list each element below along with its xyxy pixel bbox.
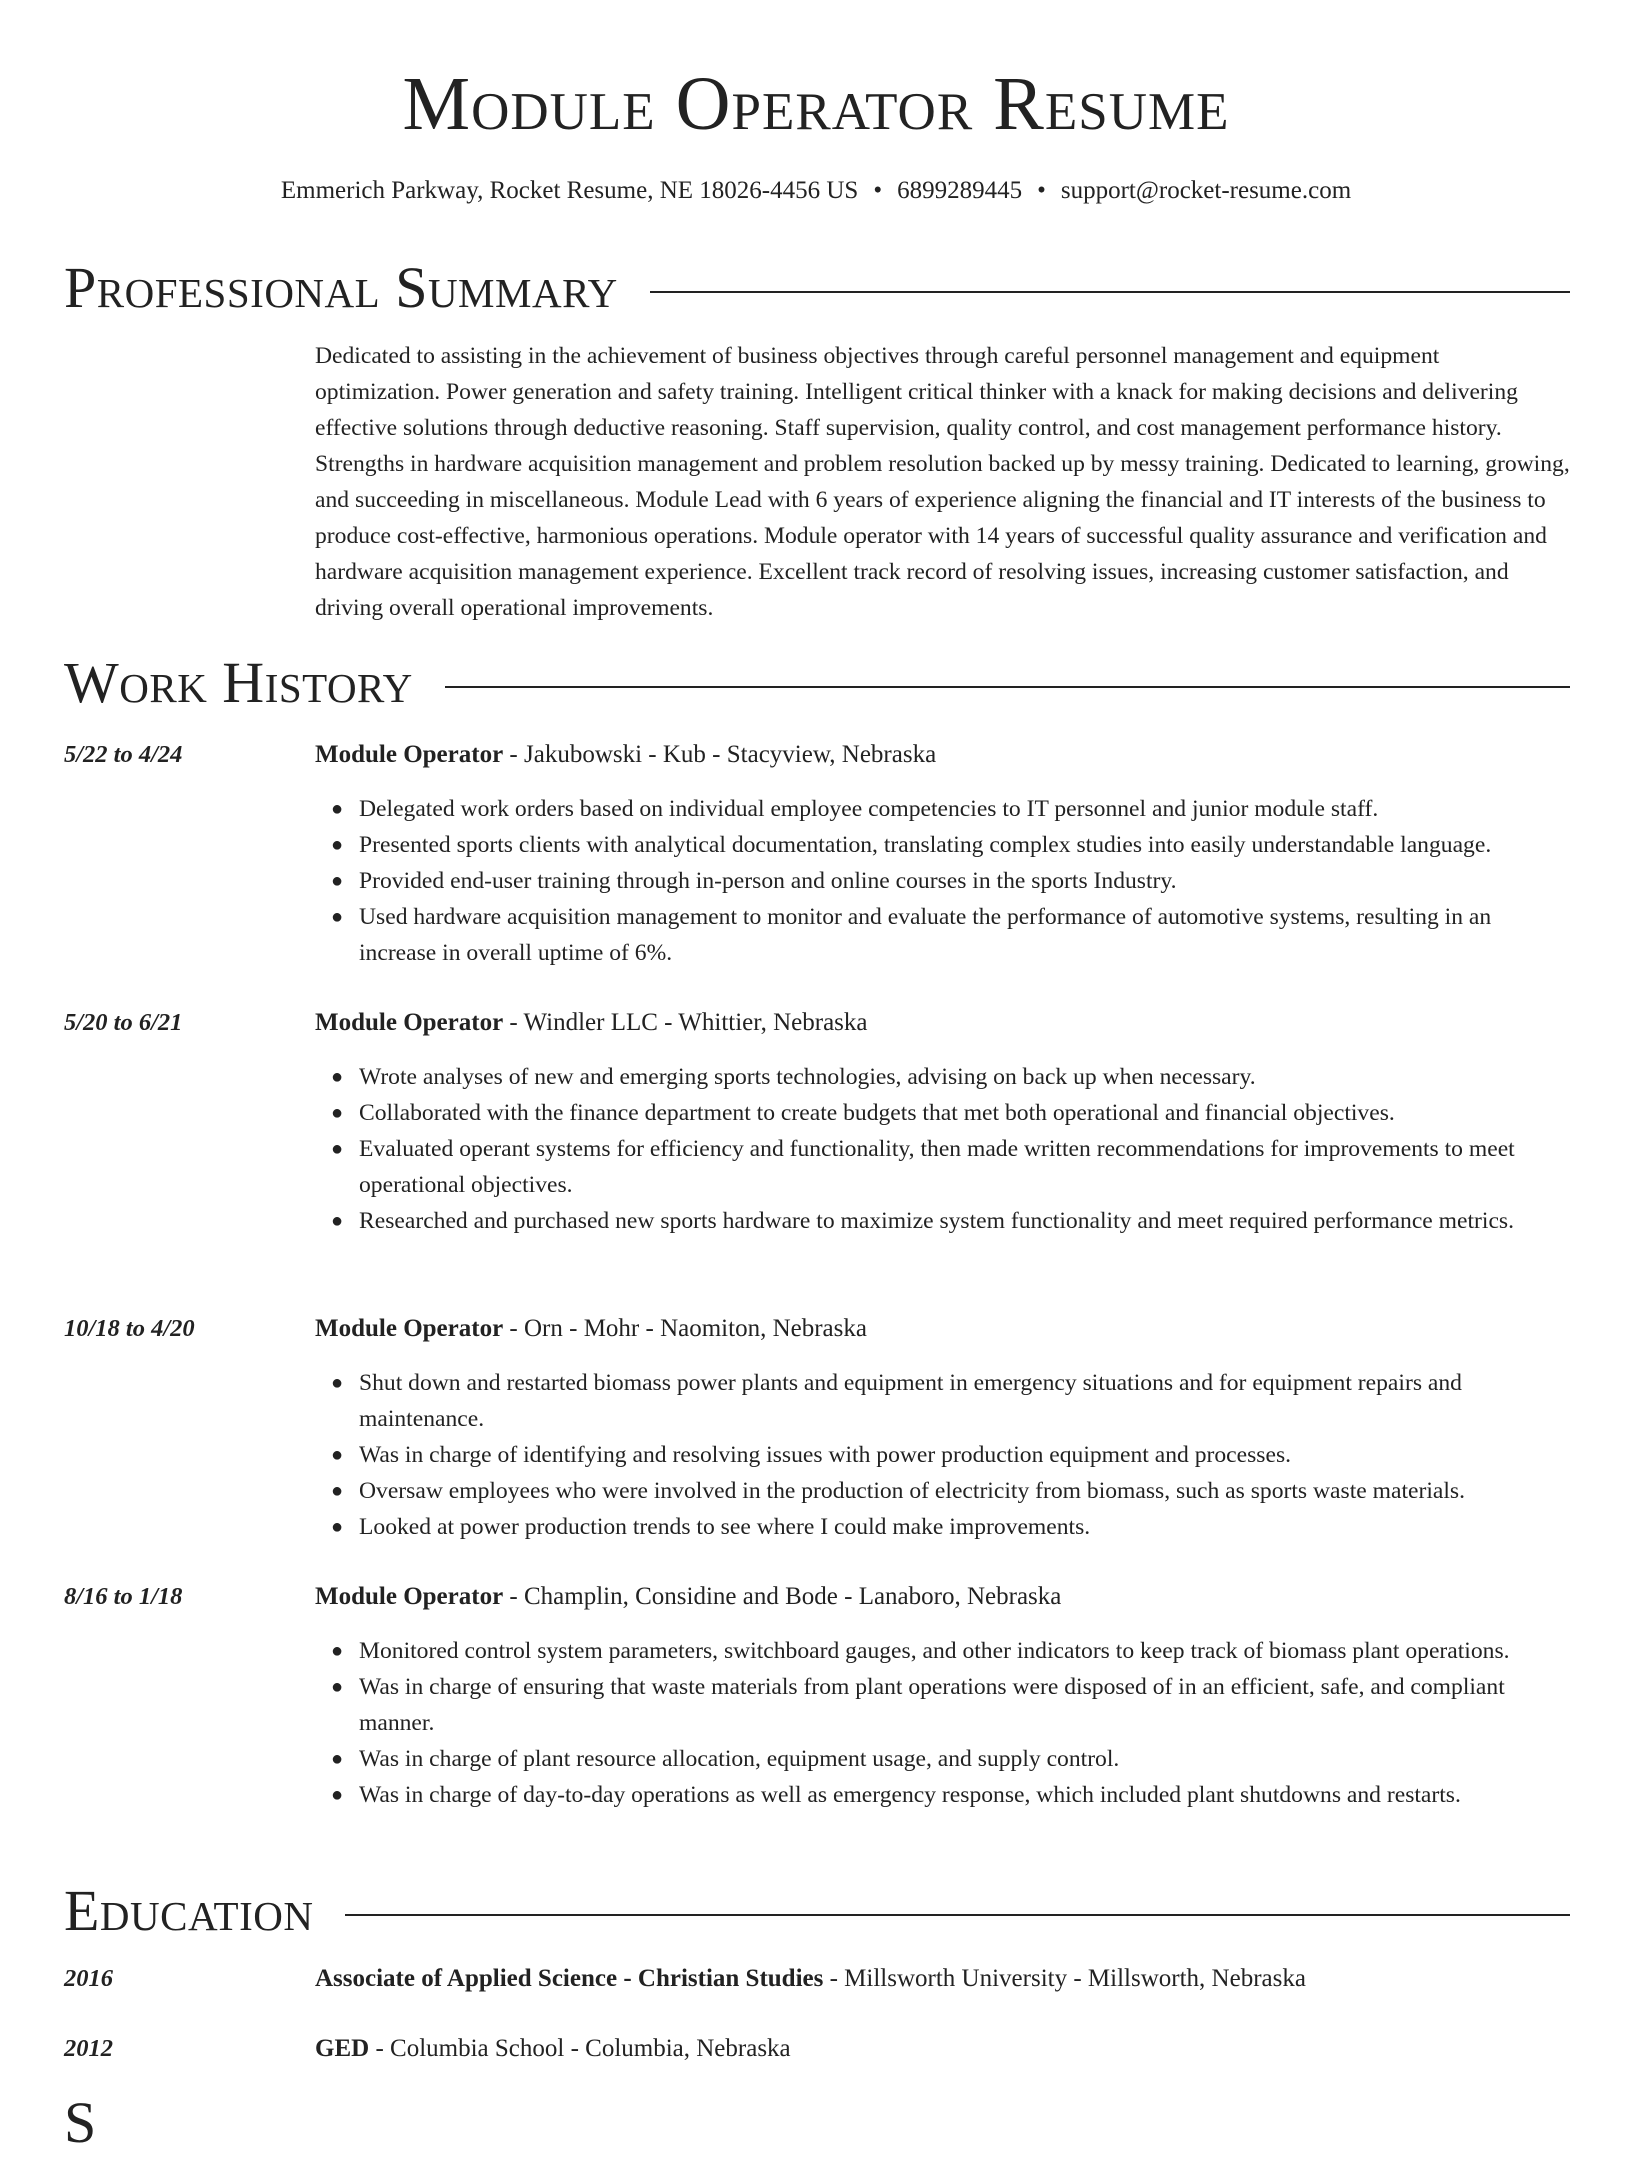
job-bullet: ● Was in charge of ensuring that waste materials from plant operations were disposed of in an efficient, safe, and compliant manner. <box>315 1669 1570 1741</box>
section-title-work-history: Work History <box>64 650 413 715</box>
education-year: 2012 <box>64 2035 113 2062</box>
bullet-icon: ● <box>331 798 344 820</box>
bullet-icon: ● <box>331 1444 344 1466</box>
education-details: - Millsworth University - Millsworth, Nebraska <box>823 1965 1306 1992</box>
job-bullet: ● Collaborated with the finance department to create budgets that met both operational and financial objectives. <box>315 1095 1570 1131</box>
job-details: - Orn - Mohr - Naomiton, Nebraska <box>503 1315 867 1342</box>
education-details: - Columbia School - Columbia, Nebraska <box>369 2035 791 2062</box>
contact-email: support@rocket-resume.com <box>1060 177 1352 204</box>
education-degree: GED <box>315 2035 370 2062</box>
job-bullet: ● Researched and purchased new sports hardware to maximize system functionality and meet required performance metrics. <box>315 1203 1570 1239</box>
job-heading <box>315 1311 867 1347</box>
section-header-summary <box>64 253 1570 323</box>
bullet-icon: ● <box>331 1066 344 1088</box>
bullet-icon: ● <box>331 1480 344 1502</box>
job-heading <box>315 737 936 773</box>
bullet-icon: ● <box>331 1640 344 1662</box>
education-heading <box>315 2031 791 2067</box>
bullet-icon: ● <box>331 1138 344 1160</box>
education-entry <box>64 1961 1570 1997</box>
job-entry <box>64 1579 1570 1813</box>
bullet-icon: ● <box>331 1372 344 1394</box>
job-bullet-list <box>315 1059 1570 1239</box>
education-year: 2016 <box>64 1965 113 1992</box>
section-divider <box>650 291 1570 293</box>
job-entry <box>64 1311 1570 1545</box>
bullet-icon: ● <box>331 1784 344 1806</box>
section-title-next: S <box>64 2090 97 2155</box>
job-dates: 10/18 to 4/20 <box>64 1315 195 1342</box>
job-bullet-list <box>315 1365 1570 1545</box>
bullet-icon: ● <box>331 870 344 892</box>
job-bullet: ● Wrote analyses of new and emerging sports technologies, advising on back up when necessary. <box>315 1059 1570 1095</box>
bullet-icon: ● <box>331 1748 344 1770</box>
job-header <box>64 1005 1570 1041</box>
job-dates: 5/22 to 4/24 <box>64 741 183 768</box>
job-dates: 5/20 to 6/21 <box>64 1009 183 1036</box>
job-bullet: ● Was in charge of plant resource allocation, equipment usage, and supply control. <box>315 1741 1570 1777</box>
job-header <box>64 1579 1570 1615</box>
job-header <box>64 737 1570 773</box>
job-title: Module Operator <box>315 741 504 768</box>
summary-text: Dedicated to assisting in the achievement of business objectives through careful personnel management and equipment optimization. Power generation and safety training. Intelligent critical thinker with a knack for making decisions and delivering effective solutions through deductive reasoning. Staff supervision, quality control, and cost management performance history. Strengths in hardware acquisition management and problem resolution backed up by messy training. Dedicated to learning, growing, and succeeding in miscellaneous. Module Lead with 6 years of experience aligning the financial and IT interests of the business to produce cost-effective, harmonious operations. Module operator with 14 years of successful quality assurance and verification and hardware acquisition management experience. Excellent track record of resolving issues, increasing customer satisfaction, and driving overall operational improvements. <box>315 343 1570 621</box>
job-details: - Jakubowski - Kub - Stacyview, Nebraska <box>503 741 937 768</box>
job-bullet: ● Presented sports clients with analytical documentation, translating complex studies into easily understandable language. <box>315 827 1570 863</box>
bullet-icon: ● <box>331 1676 344 1698</box>
job-title: Module Operator <box>315 1315 504 1342</box>
job-title: Module Operator <box>315 1009 504 1036</box>
education-degree: Associate of Applied Science - Christian Studies <box>315 1965 824 1992</box>
job-entry <box>64 1005 1570 1239</box>
section-divider <box>445 686 1570 688</box>
section-title-education: Education <box>64 1878 314 1943</box>
job-heading <box>315 1005 868 1041</box>
job-header <box>64 1311 1570 1347</box>
section-divider <box>345 1914 1570 1916</box>
job-bullet: ● Oversaw employees who were involved in the production of electricity from biomass, such as sports waste materials. <box>315 1473 1570 1509</box>
job-dates: 8/16 to 1/18 <box>64 1583 183 1610</box>
section-header-education <box>64 1876 1570 1946</box>
contact-separator: • <box>1037 177 1046 204</box>
bullet-icon: ● <box>331 1516 344 1538</box>
section-title-summary: Professional Summary <box>64 255 618 320</box>
education-heading <box>315 1961 1306 1997</box>
job-bullet: ● Used hardware acquisition management to monitor and evaluate the performance of automotive systems, resulting in an increase in overall uptime of 6%. <box>315 899 1570 971</box>
bullet-icon: ● <box>331 834 344 856</box>
contact-line <box>0 174 1632 208</box>
contact-separator: • <box>873 177 883 204</box>
section-header-work-history <box>64 648 1570 718</box>
job-bullet: ● Monitored control system parameters, switchboard gauges, and other indicators to keep track of biomass plant operations. <box>315 1633 1570 1669</box>
education-entry <box>64 2031 1570 2067</box>
job-bullet-list <box>315 1633 1570 1813</box>
contact-phone: 6899289445 <box>897 177 1023 204</box>
job-heading <box>315 1579 1061 1615</box>
job-bullet: ● Provided end-user training through in-person and online courses in the sports Industry. <box>315 863 1570 899</box>
bullet-icon: ● <box>331 1210 344 1232</box>
job-bullet-list <box>315 791 1570 971</box>
job-bullet: ● Was in charge of identifying and resolving issues with power production equipment and processes. <box>315 1437 1570 1473</box>
job-entry <box>64 737 1570 971</box>
job-bullet: ● Evaluated operant systems for efficiency and functionality, then made written recommendations for improvements to meet operational objectives. <box>315 1131 1570 1203</box>
job-details: - Champlin, Considine and Bode - Lanaboro, Nebraska <box>503 1583 1062 1610</box>
bullet-icon: ● <box>331 906 344 928</box>
job-details: - Windler LLC - Whittier, Nebraska <box>503 1009 868 1036</box>
job-title: Module Operator <box>315 1583 504 1610</box>
contact-address: Emmerich Parkway, Rocket Resume, NE 18026-4456 US <box>280 177 859 204</box>
job-bullet: ● Was in charge of day-to-day operations as well as emergency response, which included plant shutdowns and restarts. <box>315 1777 1570 1813</box>
resume-title: Module Operator Resume <box>402 62 1230 146</box>
job-bullet: ● Shut down and restarted biomass power plants and equipment in emergency situations and for equipment repairs and maintenance. <box>315 1365 1570 1437</box>
job-bullet: ● Delegated work orders based on individual employee competencies to IT personnel and junior module staff. <box>315 791 1570 827</box>
bullet-icon: ● <box>331 1102 344 1124</box>
job-bullet: ● Looked at power production trends to see where I could make improvements. <box>315 1509 1570 1545</box>
